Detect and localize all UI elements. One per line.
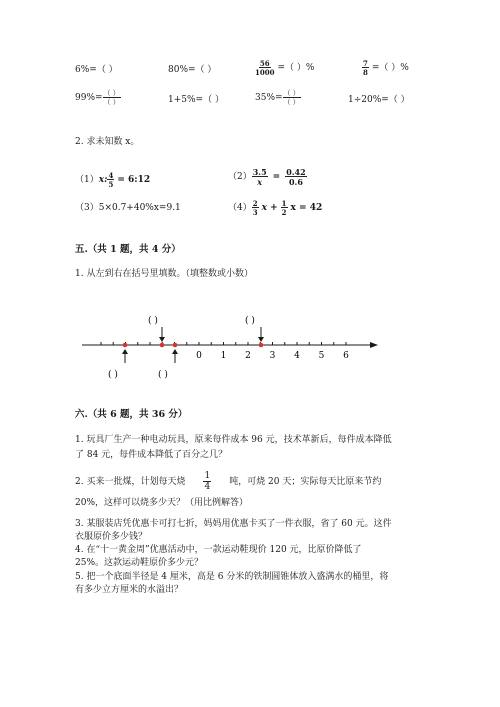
fraction-2-3: $\frac{2}{3}$ xyxy=(252,199,258,217)
equation-1: （1） x: $\frac{4}{5}$ = 6:12 xyxy=(75,171,151,189)
conversion-6-percent: 6%=（ ） xyxy=(75,65,118,75)
tick-label: 2 xyxy=(245,351,251,361)
tick-label: 1 xyxy=(220,351,227,361)
conversion-56-1000: $\frac{56}{1000}$ =（ ）% xyxy=(255,59,315,77)
section-6-q2-line2: 20%，这样可以烧多少天？（用比例解答） xyxy=(75,498,249,508)
fraction-0.42-0.6: $\frac{0.42}{0.6}$ xyxy=(286,167,306,187)
bottom-paren-1: ( ) xyxy=(108,370,118,380)
section-6-q5-line2: 有多少立方厘米的水溢出？ xyxy=(75,585,184,595)
section-5-heading: 五.（共 1 题，共 4 分） xyxy=(75,244,181,255)
section-6-q3-line1: 3. 某服装店凭优惠卡可打七折，妈妈用优惠卡买了一件衣服，省了 60 元。这件 xyxy=(75,519,392,529)
top-paren-2: ( ) xyxy=(245,316,255,326)
section-6-q3-line2: 衣服原价多少钱？ xyxy=(75,532,148,542)
number-line-arrow-icon xyxy=(370,342,378,348)
equation-3: （3）5×0.7+40%x=9.1 xyxy=(75,203,181,213)
blank-fraction: $\frac{( )}{( )}$ xyxy=(283,89,300,106)
fraction-4-5: $\frac{4}{5}$ xyxy=(108,171,114,189)
conversion-99-percent: 99%= $\frac{( )}{( )}$ xyxy=(75,89,120,106)
section-6-q2-line1: 2. 买来一批煤，计划每天烧 $\frac{1}{4}$ 吨，可烧 20 天；实际每天比原来节约 xyxy=(75,471,382,492)
tick-label: 0 xyxy=(196,351,202,361)
section-6-q5-line1: 5. 把一个底面半径是 4 厘米，高是 6 分米的铁制圆锥体放入盛满水的桶里，将 xyxy=(75,572,389,582)
marked-point xyxy=(160,343,165,348)
equation-4: （4） $\frac{2}{3}$ x + $\frac{1}{2}$ x = 42 xyxy=(228,199,323,217)
marked-point xyxy=(259,343,264,348)
tick-label: 5 xyxy=(318,351,325,361)
top-paren-1: ( ) xyxy=(148,316,158,326)
section-6-q1-line2: 了 84 元，每件成本降低了百分之几？ xyxy=(75,450,228,460)
section-5-question-1: 1. 从左到右在括号里填数。（填整数或小数） xyxy=(75,269,253,279)
down-arrow-head-1 xyxy=(159,337,165,342)
marked-point xyxy=(123,343,128,348)
conversion-7-8: $\frac{7}{8}$ =（ ）% xyxy=(363,59,409,77)
section-6-q4-line2: 25%。这款运动鞋原价多少元？ xyxy=(75,558,204,568)
blank-fraction: $\frac{( )}{( )}$ xyxy=(103,89,120,106)
question-2-title: 2. 求未知数 x。 xyxy=(75,137,140,147)
fraction-7-8: $\frac{7}{8}$ xyxy=(363,59,368,77)
number-line-figure xyxy=(70,305,390,385)
conversion-35-percent: 35%= $\frac{( )}{( )}$ xyxy=(255,89,300,106)
fraction-3.5-x: $\frac{3.5}{x}$ xyxy=(252,167,267,187)
bottom-paren-2: ( ) xyxy=(158,370,168,380)
section-6-q4-line1: 4. 在“十一黄金周”优惠活动中，一款运动鞋现价 120 元，比原价降低了 xyxy=(75,545,362,555)
up-arrow-head-1 xyxy=(122,349,128,354)
tick-label: 4 xyxy=(294,351,300,361)
section-6-heading: 六.（共 6 题，共 36 分） xyxy=(75,409,188,420)
equation-2: （2） $\frac{3.5}{x}$ = $\frac{0.42}{0.6}$ xyxy=(228,167,306,187)
fraction-56-1000: $\frac{56}{1000}$ xyxy=(255,59,275,77)
fraction-1-4: $\frac{1}{4}$ xyxy=(204,471,211,492)
fraction-1-2: $\frac{1}{2}$ xyxy=(281,199,287,217)
marked-point xyxy=(173,343,178,348)
conversion-1-plus-5-percent: 1+5%=（ ） xyxy=(168,95,224,105)
tick-label: 3 xyxy=(269,351,276,361)
conversion-80-percent: 80%=（ ） xyxy=(168,65,217,75)
up-arrow-head-2 xyxy=(172,349,178,354)
tick-label: 6 xyxy=(343,351,349,361)
down-arrow-head-2 xyxy=(258,337,264,342)
conversion-1-div-20-percent: 1÷20%=（ ） xyxy=(348,95,410,105)
section-6-q1-line1: 1. 玩具厂生产一种电动玩具，原来每件成本 96 元，技术革新后，每件成本降低 xyxy=(75,435,392,445)
